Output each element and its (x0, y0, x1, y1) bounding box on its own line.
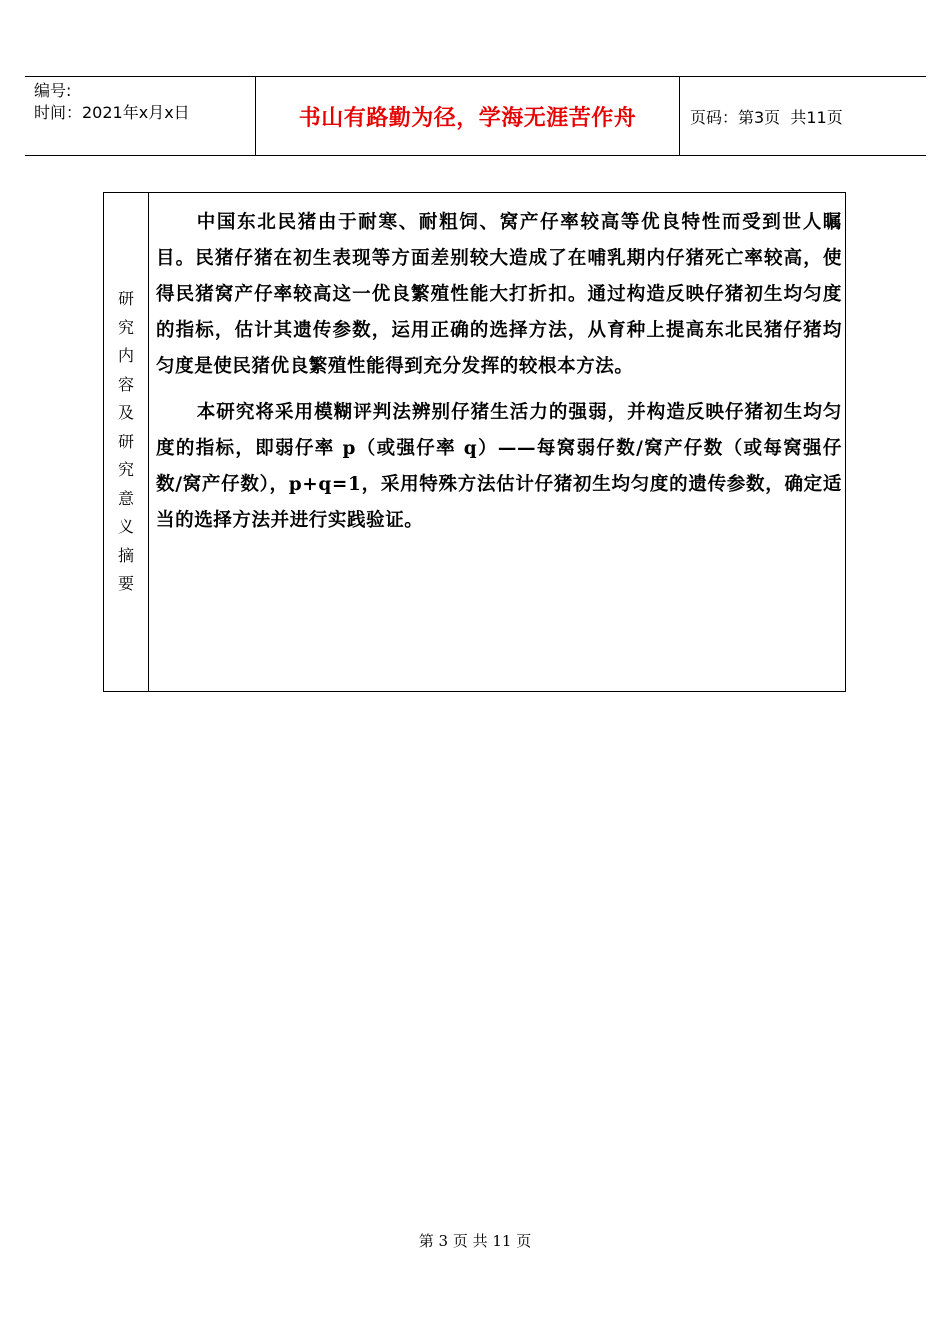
section-label-char: 要 (117, 574, 134, 594)
section-label-char: 义 (117, 517, 134, 537)
section-label-char: 究 (117, 460, 134, 480)
header-divider (679, 76, 680, 156)
document-time-label: 时间：2021年x月x日 (34, 103, 190, 122)
header-motto: 书山有路勤为径，学海无涯苦作舟 (298, 105, 637, 131)
footer-page-number: 第 3 页 共 11 页 (418, 1232, 532, 1250)
section-label (104, 192, 148, 692)
section-label-char: 摘 (117, 545, 134, 565)
body-paragraph: 本研究将采用模糊评判法辨别仔猪生活力的强弱，并构造反映仔猪初生均匀度的指标，即弱仔率 p（或强仔率 q）——每窝弱仔数/窝产仔数（或每窝强仔数/窝产仔数），p+q=1，采用特殊方法估计仔猪初生均匀度的遗传参数，确定适当的选择方法并进行实践验证。 (156, 402, 842, 531)
section-body (156, 205, 842, 549)
section-label-char: 内 (117, 346, 134, 366)
section-label-char: 容 (117, 374, 134, 394)
section-label-char: 及 (117, 403, 134, 423)
section-label-char: 意 (117, 488, 134, 508)
section-label-char: 究 (117, 317, 134, 337)
header-page-label: 页码：第3页 共11页 (690, 107, 843, 127)
page-footer (0, 1230, 950, 1251)
section-label-char: 研 (117, 431, 134, 451)
document-number-label: 编号: (34, 81, 72, 100)
body-paragraph: 中国东北民猪由于耐寒、耐粗饲、窝产仔率较高等优良特性而受到世人瞩目。民猪仔猪在初生表现等方面差别较大造成了在哺乳期内仔猪死亡率较高，使得民猪窝产仔率较高这一优良繁殖性能大打折扣。通过构造反映仔猪初生均匀度的指标，估计其遗传参数，运用正确的选择方法，从育种上提高东北民猪仔猪均匀度是使民猪优良繁殖性能得到充分发挥的较根本方法。 (156, 212, 842, 377)
section-label-char: 研 (117, 289, 134, 309)
table-column-divider (148, 192, 149, 692)
header-meta (34, 80, 252, 124)
